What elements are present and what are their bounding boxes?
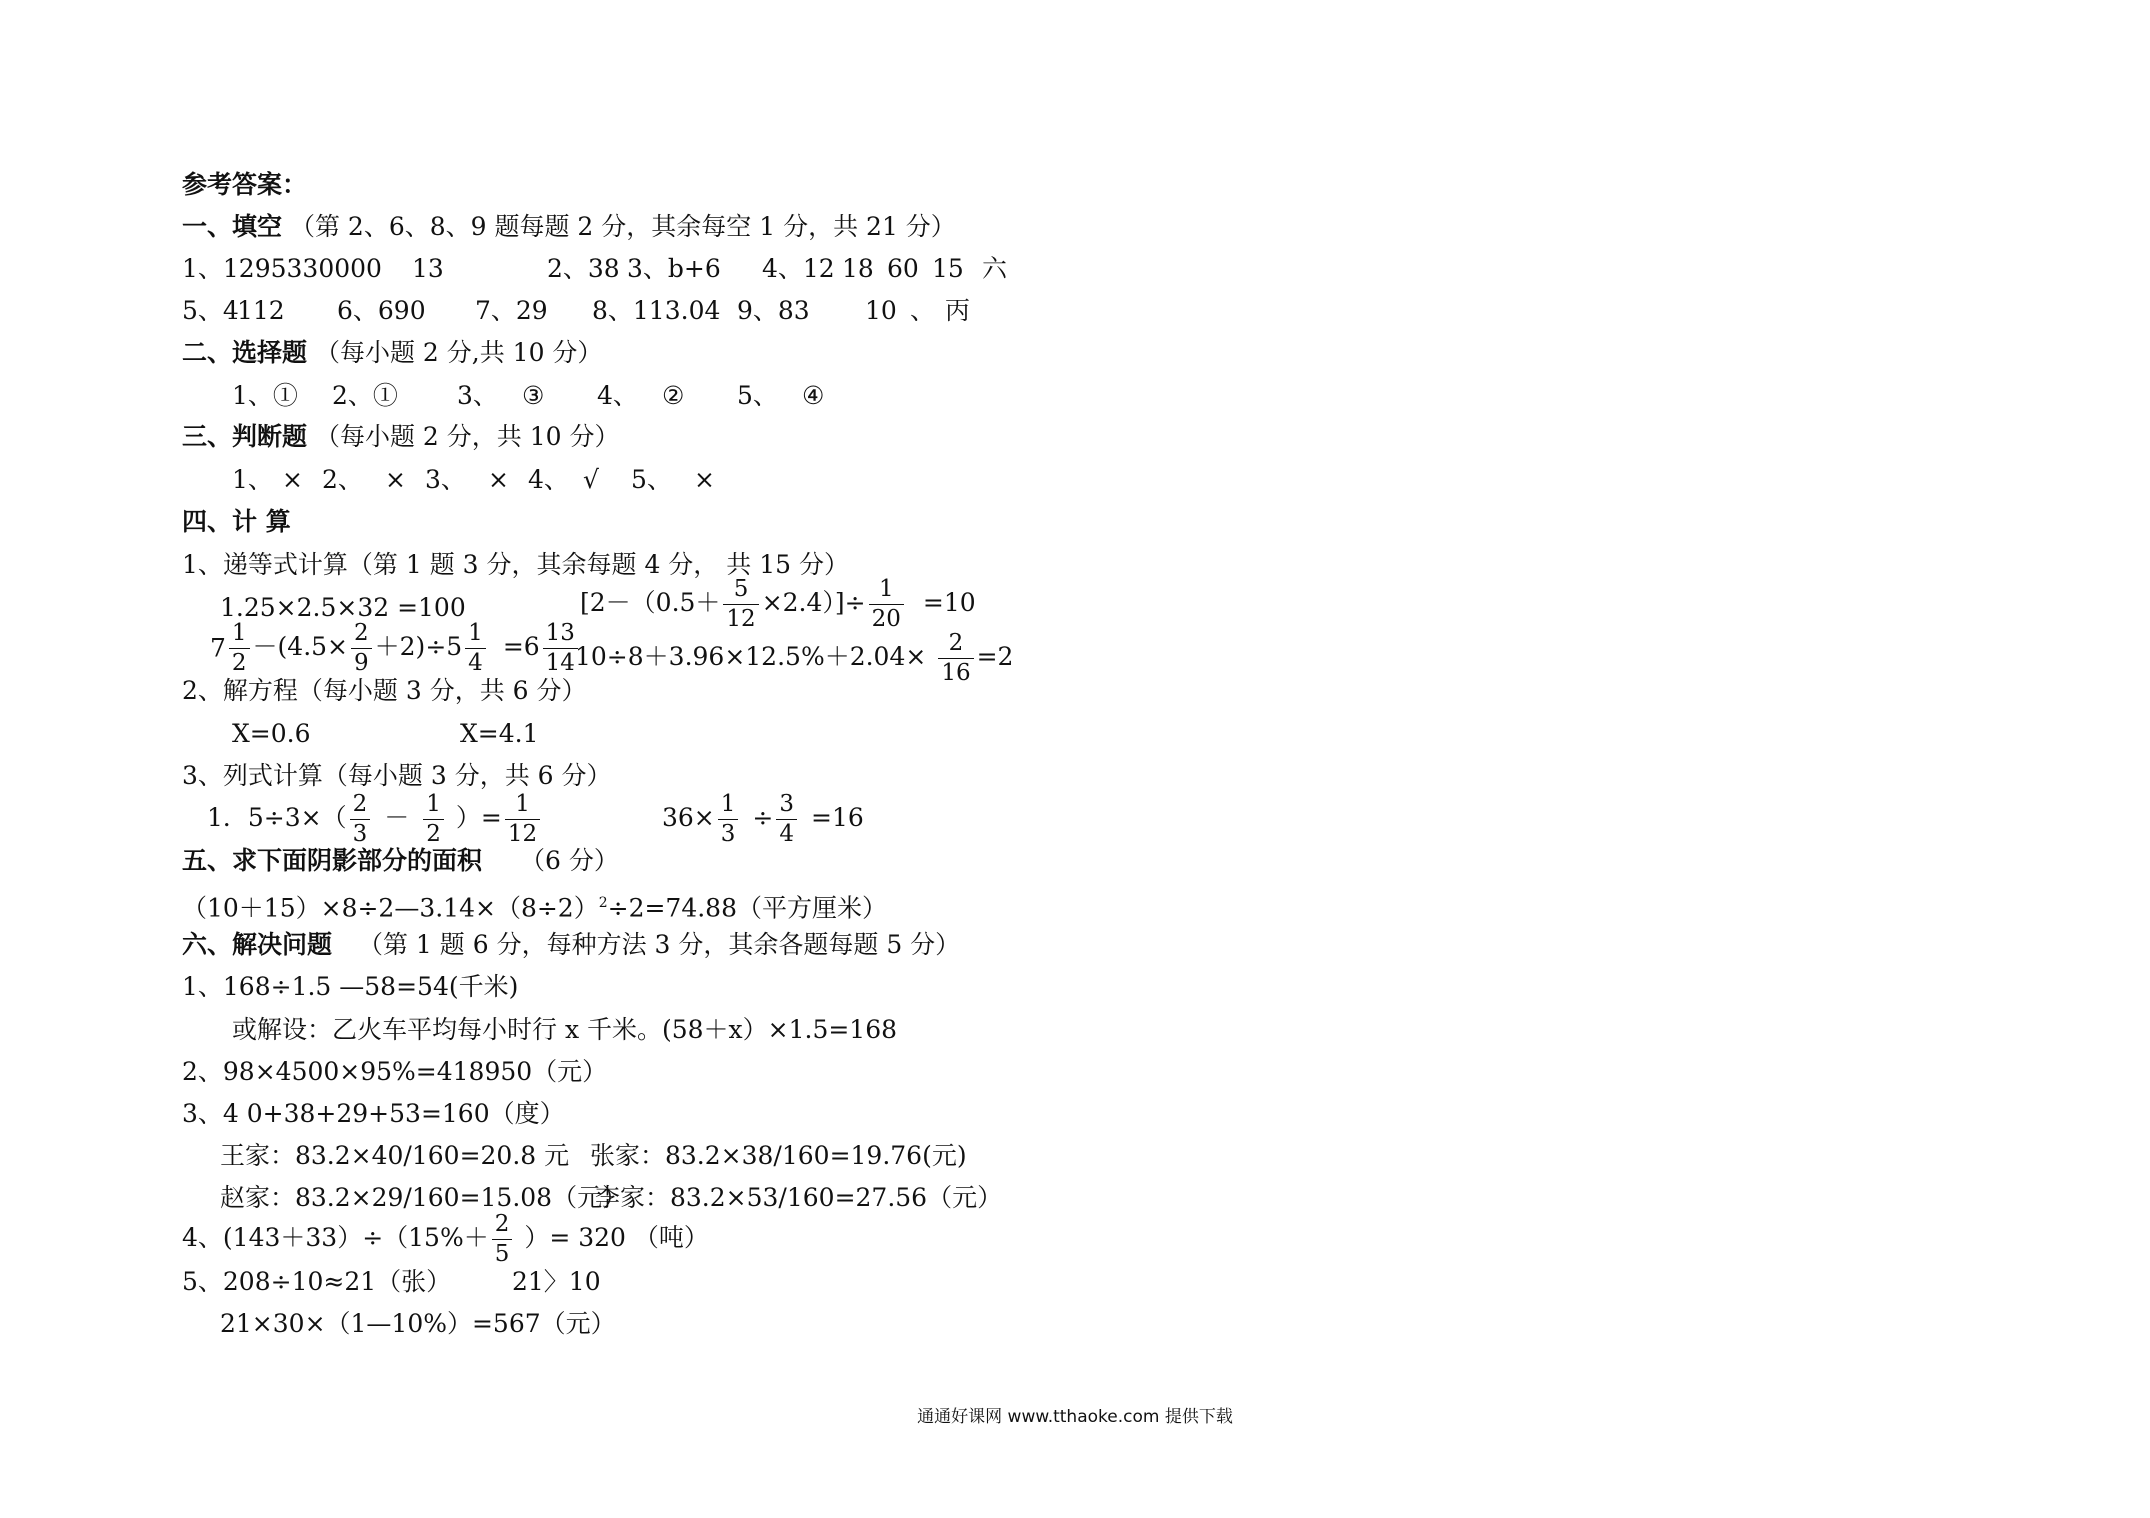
fill-answer: 3、b+6 bbox=[627, 254, 721, 283]
equation-answers bbox=[232, 719, 539, 749]
fill-answer: 5、4 bbox=[182, 296, 239, 325]
calc-q1-title: 1、递等式计算（第 1 题 3 分，其余每题 4 分， 共 15 分） bbox=[182, 550, 849, 579]
expr-text: 36× bbox=[662, 803, 715, 832]
numerator: 2 bbox=[354, 620, 369, 646]
denominator: 4 bbox=[776, 819, 797, 846]
list-calc-1 bbox=[207, 793, 543, 846]
expr-text: ）= bbox=[455, 803, 502, 832]
expr-text: =10 bbox=[922, 588, 976, 617]
expr-text: （10＋15）×8÷2—3.14×（8÷2） bbox=[182, 893, 599, 923]
denominator: 5 bbox=[492, 1239, 513, 1266]
numerator: 13 bbox=[545, 620, 575, 646]
fill-answer: 10 bbox=[865, 296, 897, 325]
judge-number: 4、 bbox=[528, 465, 569, 494]
section-1-note: （第 2、6、8、9 题每题 2 分，其余每空 1 分，共 21 分） bbox=[289, 212, 956, 241]
fill-answer: 、 bbox=[910, 296, 936, 325]
numerator: 2 bbox=[352, 791, 368, 817]
fill-answer: 60 bbox=[887, 254, 919, 283]
judge-answer: √ bbox=[583, 465, 599, 494]
exponent: 2 bbox=[598, 895, 608, 911]
denominator: 16 bbox=[938, 658, 973, 685]
section-3-answers bbox=[232, 465, 715, 495]
section-6-note: （第 1 题 6 分，每种方法 3 分，其余各题每题 5 分） bbox=[357, 930, 961, 959]
expr-text: 1．5÷3×（ bbox=[207, 803, 347, 832]
problem-1-answer: 1、168÷1.5 —58=54(千米) bbox=[182, 972, 519, 1001]
denominator: 9 bbox=[351, 648, 372, 675]
expr-text: －(4.5× bbox=[252, 632, 349, 661]
numerator: 1 bbox=[515, 791, 530, 817]
equation-answer-1: X=0.6 bbox=[232, 719, 311, 748]
equation-answer-2: X=4.1 bbox=[460, 719, 539, 748]
fill-answer: 112 bbox=[237, 296, 285, 325]
fraction bbox=[229, 622, 250, 675]
list-calc-2 bbox=[662, 793, 864, 846]
expr-text: ×2.4）]÷ bbox=[761, 588, 866, 617]
denominator: 4 bbox=[465, 648, 486, 675]
section-2-heading: 二、选择题 bbox=[182, 338, 308, 367]
section-2-note: （每小题 2 分,共 10 分） bbox=[314, 338, 603, 367]
choice-answer: ② bbox=[662, 381, 685, 410]
problem-1-alt: 或解设：乙火车平均每小时行 x 千米。(58＋x）×1.5=168 bbox=[232, 1015, 898, 1044]
judge-number: 1、 bbox=[232, 465, 273, 494]
expr-text: 7 bbox=[210, 633, 226, 663]
numerator: 1 bbox=[231, 620, 247, 646]
section-3-header bbox=[182, 422, 619, 452]
choice-answer: ④ bbox=[802, 381, 825, 410]
fraction bbox=[776, 793, 797, 846]
section-5-heading: 五、求下面阴影部分的面积 bbox=[182, 846, 483, 875]
fill-answer: 2、38 bbox=[547, 254, 620, 283]
expr-text: =6 bbox=[502, 632, 540, 661]
fill-answer: 六 bbox=[982, 254, 1008, 283]
calc-q3-title: 3、列式计算（每小题 3 分，共 6 分） bbox=[182, 761, 612, 790]
problem-5-answer bbox=[182, 1267, 601, 1297]
expr-text: 21〉10 bbox=[512, 1267, 601, 1296]
calc-expr-4 bbox=[575, 632, 1013, 685]
numerator: 1 bbox=[468, 620, 483, 646]
judge-answer: × bbox=[488, 465, 509, 494]
numerator: 5 bbox=[733, 576, 749, 602]
numerator: 1 bbox=[720, 791, 736, 817]
family-cost: 李家：83.2×53/160=27.56（元） bbox=[595, 1183, 1003, 1212]
expr-text: ＋2)÷5 bbox=[374, 632, 463, 661]
expr-text: [2－（0.5＋ bbox=[580, 588, 721, 617]
denominator: 12 bbox=[505, 819, 540, 846]
fraction bbox=[465, 622, 486, 675]
fill-answer: 丙 bbox=[945, 296, 971, 325]
family-cost: 赵家：83.2×29/160=15.08（元） bbox=[220, 1183, 628, 1212]
denominator: 2 bbox=[423, 819, 444, 846]
numerator: 1 bbox=[878, 576, 894, 602]
fill-answer: 13 bbox=[412, 254, 444, 283]
fraction bbox=[351, 622, 372, 675]
numerator: 3 bbox=[779, 791, 794, 817]
numerator: 1 bbox=[426, 791, 441, 817]
fraction bbox=[723, 578, 758, 631]
section-1-row-1 bbox=[182, 254, 1007, 284]
denominator: 2 bbox=[229, 648, 250, 675]
judge-number: 2、 bbox=[322, 465, 363, 494]
section-5-answer bbox=[182, 888, 887, 923]
expr-text: 5、208÷10≈21（张） bbox=[182, 1267, 452, 1296]
denominator: 12 bbox=[723, 604, 758, 631]
fraction bbox=[350, 793, 371, 846]
fill-answer: 4、12 bbox=[762, 254, 835, 283]
choice-answer: 2、① bbox=[332, 381, 398, 410]
section-4-heading: 四、计 算 bbox=[182, 507, 291, 536]
section-5-note: （6 分） bbox=[519, 846, 619, 875]
fraction bbox=[492, 1213, 513, 1266]
choice-answer: ③ bbox=[522, 381, 545, 410]
judge-answer: × bbox=[282, 465, 303, 494]
fill-answer: 1、1295330000 bbox=[182, 254, 382, 283]
calc-expr-3 bbox=[210, 622, 581, 675]
problem-3-row-1 bbox=[220, 1141, 967, 1171]
numerator: 2 bbox=[494, 1211, 510, 1237]
denominator: 20 bbox=[869, 604, 904, 631]
section-6-header bbox=[182, 930, 960, 960]
fraction bbox=[869, 578, 904, 631]
footer-source: 通通好课网 www.tthaoke.com 提供下载 bbox=[917, 1407, 1233, 1427]
problem-5-cost: 21×30×（1—10%）=567（元） bbox=[220, 1309, 616, 1338]
section-5-header bbox=[182, 846, 619, 876]
expr-text: =2 bbox=[976, 642, 1014, 671]
denominator: 3 bbox=[718, 819, 739, 846]
judge-number: 3、 bbox=[425, 465, 466, 494]
expr-text: ÷ bbox=[752, 803, 774, 832]
calc-expr-2 bbox=[580, 578, 976, 631]
fraction bbox=[938, 632, 973, 685]
fill-answer: 8、113.04 bbox=[592, 296, 721, 325]
fill-answer: 15 bbox=[932, 254, 964, 283]
section-3-note: （每小题 2 分，共 10 分） bbox=[314, 422, 620, 451]
denominator: 3 bbox=[350, 819, 371, 846]
expr-text: 10÷8＋3.96×12.5%＋2.04× bbox=[575, 642, 927, 671]
section-3-heading: 三、判断题 bbox=[182, 422, 308, 451]
choice-answer: 3、 bbox=[457, 381, 498, 410]
problem-2-answer: 2、98×4500×95%=418950（元） bbox=[182, 1057, 608, 1086]
fraction bbox=[543, 622, 578, 675]
fraction bbox=[718, 793, 739, 846]
fraction bbox=[423, 793, 444, 846]
problem-3-row-2 bbox=[220, 1183, 1002, 1213]
family-cost: 张家：83.2×38/160=19.76(元) bbox=[590, 1141, 967, 1170]
section-1-row-2 bbox=[182, 296, 970, 326]
judge-number: 5、 bbox=[631, 465, 672, 494]
expr-text: ÷2=74.88（平方厘米） bbox=[607, 893, 887, 923]
choice-answer: 1、① bbox=[232, 381, 298, 410]
fill-answer: 18 bbox=[842, 254, 874, 283]
expr-text: 4、(143＋33）÷（15%＋ bbox=[182, 1223, 489, 1252]
expr-text: － bbox=[384, 803, 410, 832]
family-cost: 王家：83.2×40/160=20.8 元 bbox=[220, 1141, 570, 1170]
section-2-answers bbox=[232, 381, 824, 411]
section-1-heading: 一、填空 bbox=[182, 212, 283, 241]
fraction bbox=[505, 793, 540, 846]
calc-q2-title: 2、解方程（每小题 3 分，共 6 分） bbox=[182, 676, 587, 705]
expr-text: =16 bbox=[811, 803, 864, 832]
expr-text: ）= 320 （吨） bbox=[524, 1223, 709, 1252]
judge-answer: × bbox=[694, 465, 715, 494]
fill-answer: 7、29 bbox=[475, 296, 548, 325]
problem-3-answer: 3、4 0+38+29+53=160（度） bbox=[182, 1099, 565, 1128]
section-1-header bbox=[182, 212, 956, 242]
choice-answer: 5、 bbox=[737, 381, 778, 410]
doc-title: 参考答案： bbox=[182, 170, 308, 199]
numerator: 2 bbox=[948, 630, 964, 656]
judge-answer: × bbox=[385, 465, 406, 494]
problem-4-answer bbox=[182, 1213, 709, 1266]
calc-expr-1: 1.25×2.5×32 =100 bbox=[220, 593, 466, 622]
section-2-header bbox=[182, 338, 602, 368]
fill-answer: 9、83 bbox=[737, 296, 810, 325]
denominator: 14 bbox=[543, 648, 578, 675]
choice-answer: 4、 bbox=[597, 381, 638, 410]
fill-answer: 6、690 bbox=[337, 296, 426, 325]
section-6-heading: 六、解决问题 bbox=[182, 930, 333, 959]
